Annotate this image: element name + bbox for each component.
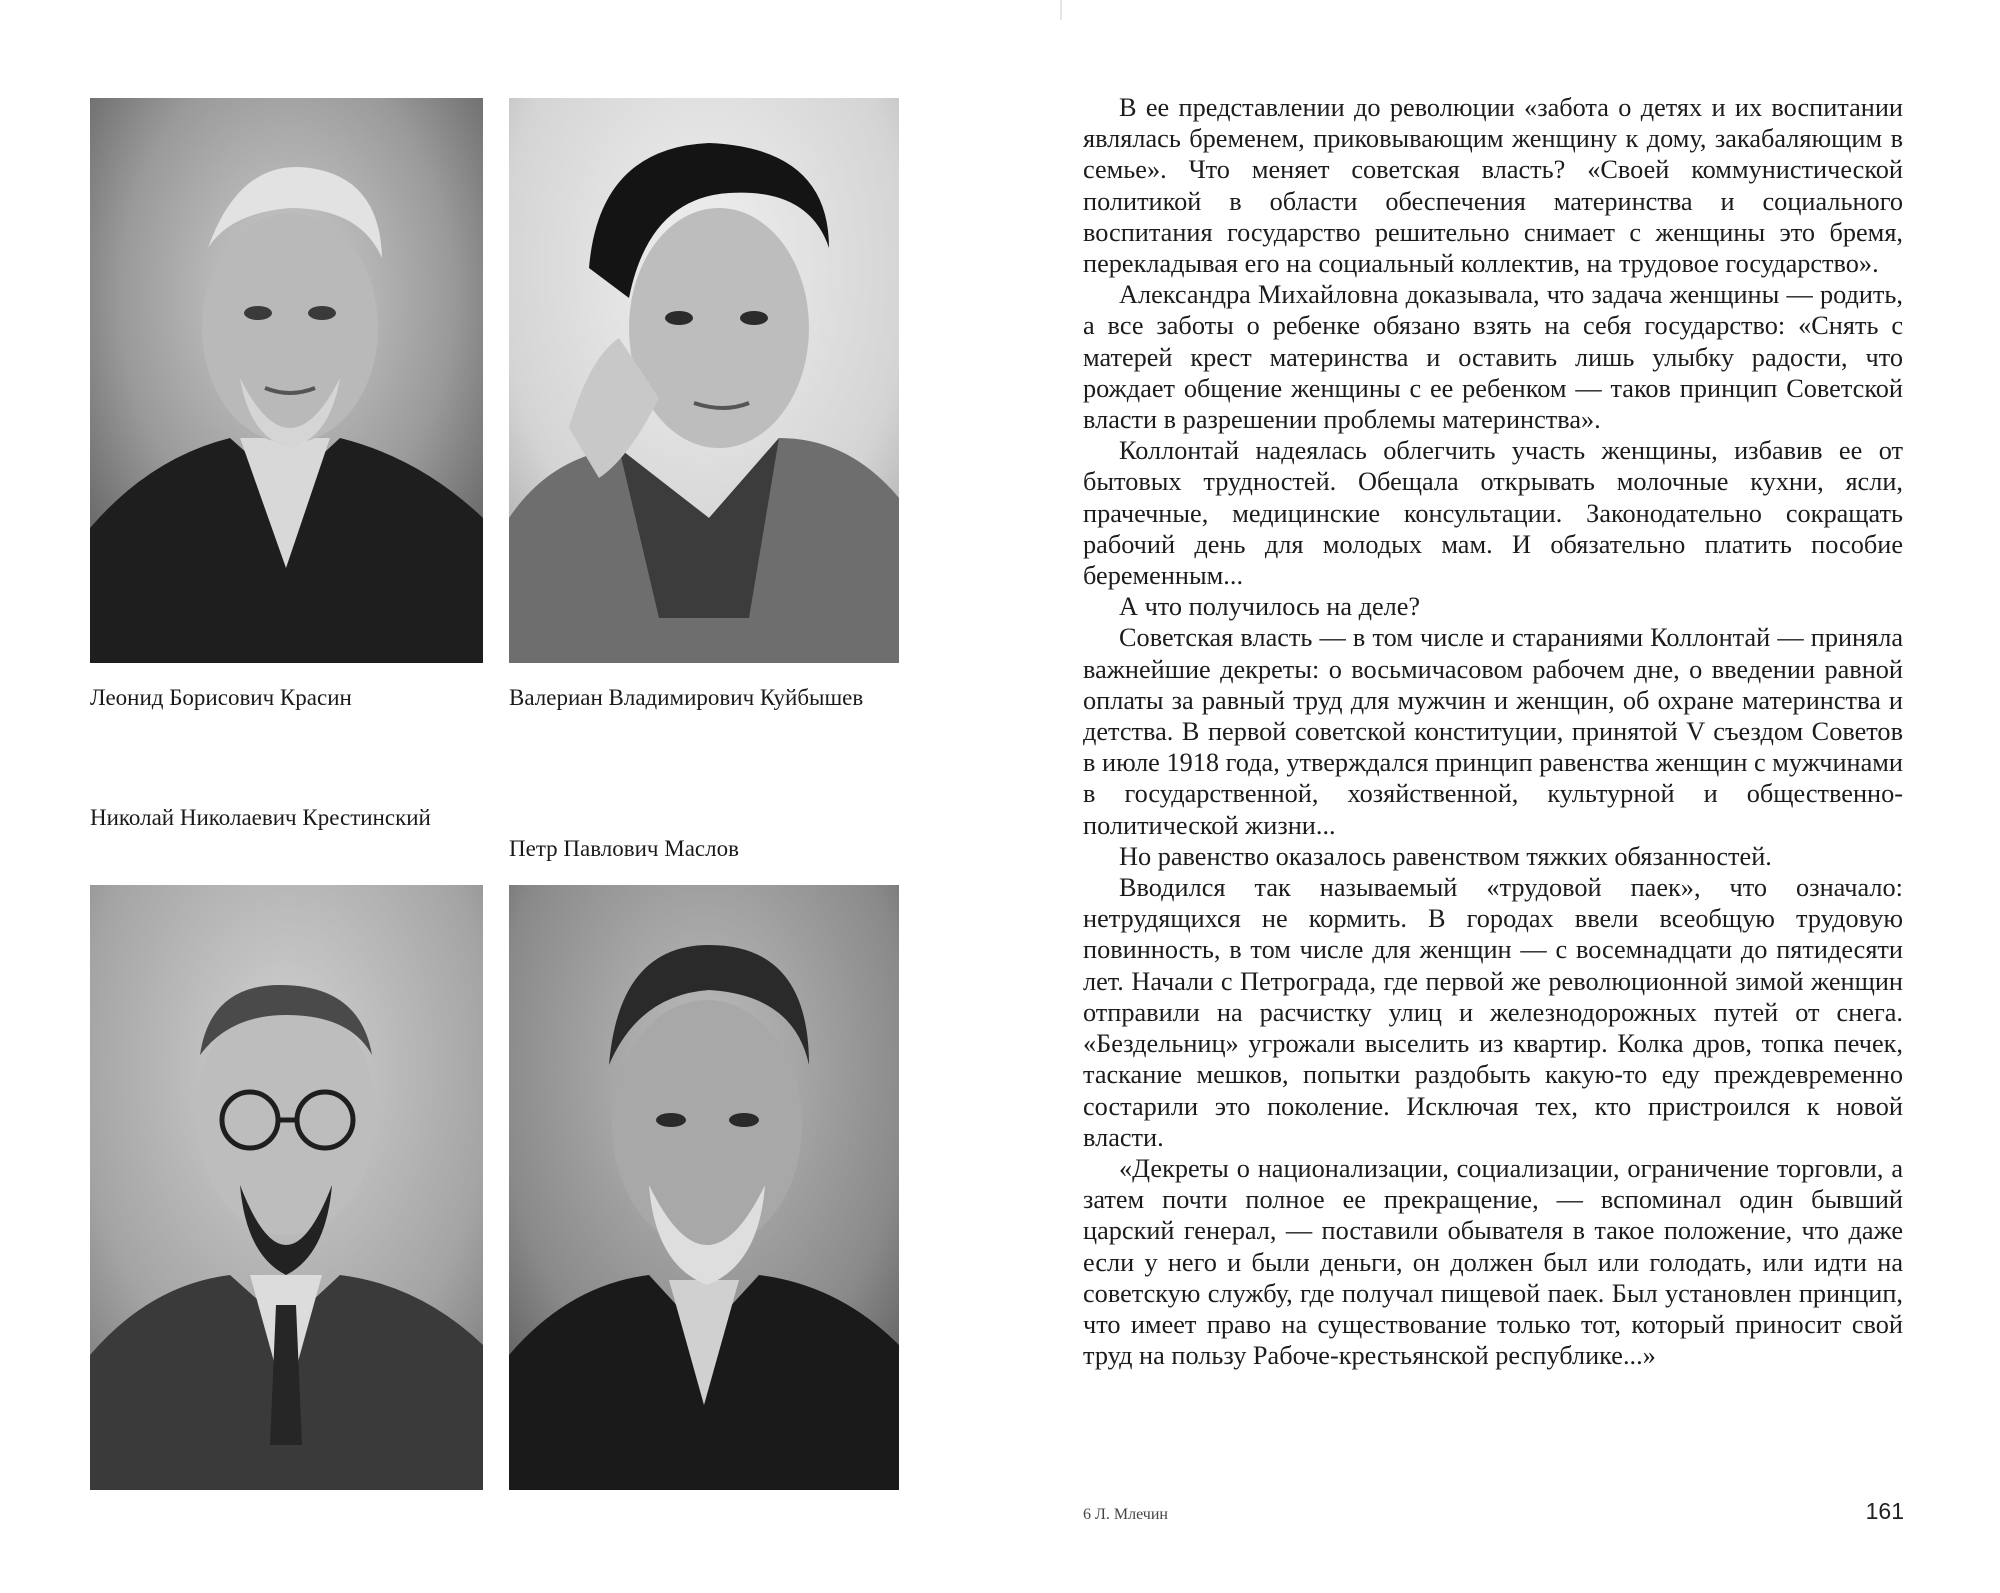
paragraph: Но равенство оказалось равенством тяжких обязанностей. <box>1119 841 1772 871</box>
paragraph: Советская власть — в том числе и стараниями Коллонтай — приняла важнейшие декреты: о восьмичасовом рабочем дне, о введении равной оплаты за равный труд для мужчин и женщин, об охране материнства и детства. В первой советской конституции, принятой V съездом Советов в июле 1918 года, утверждался принцип равенства женщин с мужчинами в государственной, хозяйственной, культурной и общественно-политической жизни... <box>1083 623 1903 840</box>
paragraph: В ее представлении до революции «забота о детях и их воспитании являлась бременем, приковывающим женщину к дому, закабаляющим в семье». Что меняет советская власть? «Своей коммунистической политикой в области обеспечения материнства и социального воспитания государство решительно снимает с женщины это бремя, перекладывая его на социальный коллектив, на трудовое государство». <box>1083 93 1903 279</box>
signature-mark: 6 Л. Млечин <box>1083 1506 1168 1523</box>
paragraph: Александра Михайловна доказывала, что задача женщины — родить, а все заботы о ребенке обязано взять на себя государство: «Снять с матерей крест материнства и оставить лишь улыбку радости, что рождает общение женщины с ее ребенком — таков принцип Советской власти в разрешении проблемы материнства». <box>1083 280 1903 435</box>
paragraph: А что получилось на деле? <box>1119 592 1421 622</box>
caption-krasin: Леонид Борисович Красин <box>90 685 352 710</box>
page-number: 161 <box>1865 1498 1904 1524</box>
caption-kuibyshev: Валериан Владимирович Куйбышев <box>509 685 864 710</box>
portrait-photo-krestinsky <box>90 885 483 1490</box>
caption-krestinsky: Николай Николаевич Крестинский <box>90 805 431 830</box>
portrait-photo-maslov <box>509 885 899 1490</box>
paragraph: «Декреты о национализации, социализации, ограничение торговли, а затем почти полное ее прекращение, — вспоминал один бывший царский генерал, — поставили обывателя в такое положение, что даже если у него и были деньги, он должен был или голодать, или идти на советскую службу, где получал пищевой паек. Был установлен принцип, что имеет право на существование только тот, который приносит свой труд на пользу Рабоче-крестьянской республике...» <box>1083 1153 1903 1371</box>
caption-maslov: Петр Павлович Маслов <box>509 836 739 861</box>
body-text <box>1083 92 1903 1371</box>
portrait-photo-kuibyshev <box>509 98 899 663</box>
paragraph: Вводился так называемый «трудовой паек», что означало: нетрудящихся не кормить. В городах ввели всеобщую трудовую повинность, в том числе для женщин — с восемнадцати до пятидесяти лет. Начали с Петрограда, где первой же революционной зимой женщин отправили на расчистку улиц и железнодорожных путей от снега. «Бездельниц» угрожали выселить из квартир. Колка дров, топка печек, таскание мешков, попытки раздобыть какую-то еду преждевременно состарили это поколение. Исключая тех, кто пристроился к новой власти. <box>1083 873 1903 1152</box>
paragraph: Коллонтай надеялась облегчить участь женщины, избавив ее от бытовых трудностей. Обещала открывать молочные кухни, ясли, прачечные, медицинские консультации. Законодательно сокращать рабочий день для молодых мам. И обязательно платить пособие беременным... <box>1083 436 1903 591</box>
portrait-photo-krasin <box>90 98 483 663</box>
